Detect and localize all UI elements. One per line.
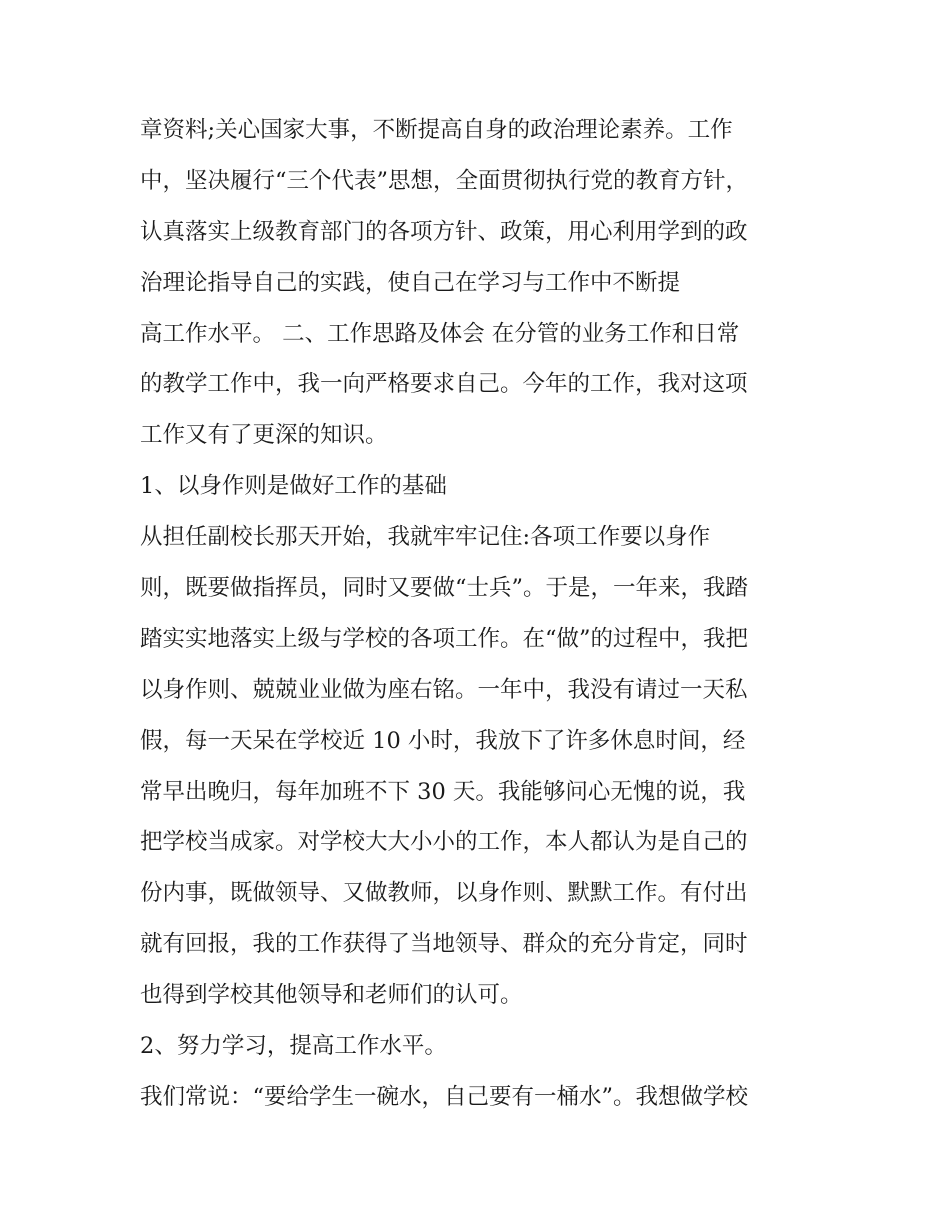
text-line: 假，每一天呆在学校近 10 小时，我放下了许多休息时间，经 [140, 727, 746, 754]
text-line: 章资料;关心国家大事，不断提高自身的政治理论素养。工作 [140, 117, 733, 143]
text-line: 高工作水平。 二、工作思路及体会 在分管的业务工作和日常 [140, 320, 740, 347]
text-line: 份内事，既做领导、又做教师，以身作则、默默工作。有付出 [140, 880, 748, 907]
text-line: 以身作则、兢兢业业做为座右铭。一年中，我没有请过一天私 [140, 676, 748, 703]
text-line: 从担任副校长那天开始，我就牢牢记住:各项工作要以身作 [140, 524, 711, 551]
text-line: 中，坚决履行“三个代表”思想，全面贯彻执行党的教育方针， [140, 167, 749, 194]
text-line: 则，既要做指挥员，同时又要做“士兵”。于是，一年来，我踏 [140, 575, 749, 602]
text-line: 也得到学校其他领导和老师们的认可。 [140, 982, 523, 1009]
text-line: 治理论指导自己的实践，使自己在学习与工作中不断提 [140, 269, 681, 296]
text-line: 认真落实上级教育部门的各项方针、政策，用心利用学到的政 [140, 218, 748, 245]
section-heading-1: 1、以身作则是做好工作的基础 [140, 473, 447, 500]
text-line: 常早出晚归，每年加班不下 30 天。我能够问心无愧的说，我 [140, 778, 746, 805]
text-line: 工作又有了更深的知识。 [140, 422, 388, 449]
text-line: 的教学工作中，我一向严格要求自己。今年的工作，我对这项 [140, 371, 748, 398]
text-line: 我们常说：“要给学生一碗水，自己要有一桶水”。我想做学校 [140, 1083, 749, 1110]
text-line: 踏实实地落实上级与学校的各项工作。在“做”的过程中，我把 [140, 625, 749, 652]
text-line: 把学校当成家。对学校大大小小的工作，本人都认为是自己的 [140, 829, 748, 856]
body-text [140, 105, 820, 1123]
text-line: 就有回报，我的工作获得了当地领导、群众的充分肯定，同时 [140, 931, 748, 958]
section-heading-2: 2、努力学习，提高工作水平。 [140, 1033, 447, 1060]
